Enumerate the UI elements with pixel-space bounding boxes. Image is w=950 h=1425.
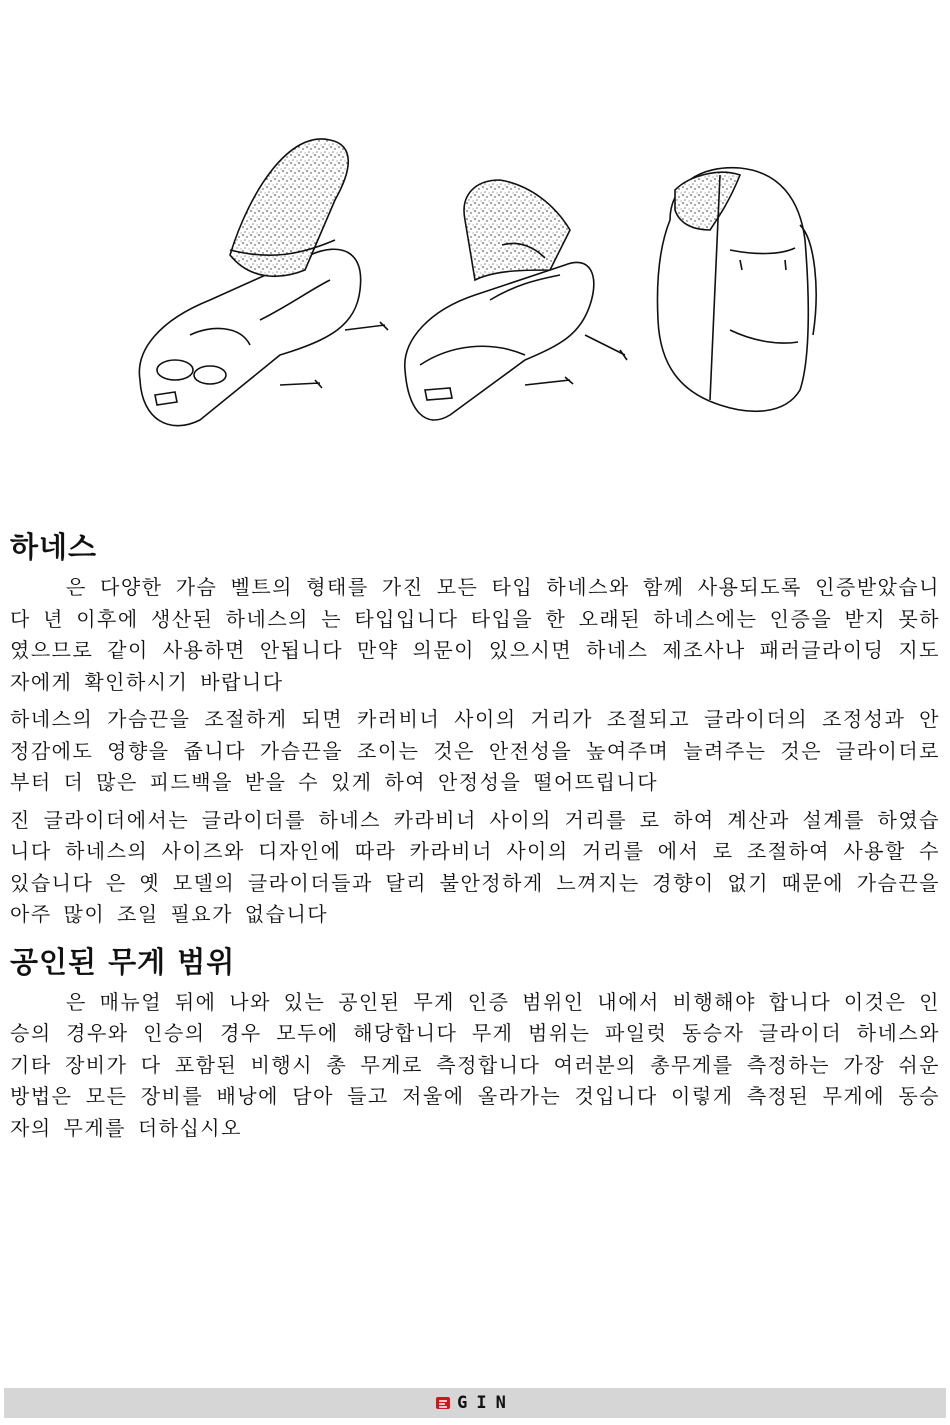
brand-name: GIN bbox=[457, 1393, 515, 1413]
harness-paragraph-3: 진 글라이더에서는 글라이더를 하네스 카라비너 사이의 거리를 로 하여 계산과 설계를 하였습니다 하네스의 사이즈와 디자인에 따라 카라비너 사이의 거리를 에서 로 조절하여 사용할 수 있습니다 은 옛 모델의 글라이더들과 달리 불안정하게 느껴지는 경향이 없기 때문에 가슴끈을 아주 많이 조일 필요가 없습니다 bbox=[10, 807, 940, 926]
rucksack-harness bbox=[658, 168, 817, 412]
page-footer bbox=[4, 1388, 946, 1418]
weight-range-heading: 공인된 무게 범위 bbox=[10, 944, 236, 979]
pod-harness-1 bbox=[139, 139, 388, 426]
harness-illustration bbox=[130, 130, 830, 440]
gin-logo-icon bbox=[435, 1395, 451, 1411]
pod-harness-2 bbox=[405, 180, 627, 420]
harness-drawings bbox=[130, 130, 830, 440]
document-body bbox=[10, 528, 940, 1150]
harness-paragraph-1: 은 다양한 가슴 벨트의 형태를 가진 모든 타입 하네스와 함께 사용되도록 인증받았습니다 년 이후에 생산된 하네스의 는 타입입니다 타입을 한 오래된 하네스에는 인증을 받지 못하였으므로 같이 사용하면 안됩니다 만약 의문이 있으시면 하네스 제조사나 패러글라이딩 지도자에게 확인하시기 바랍니다 bbox=[10, 575, 940, 694]
weight-range-section bbox=[10, 943, 940, 1145]
harness-section bbox=[10, 528, 940, 931]
harness-heading: 하네스 bbox=[10, 530, 98, 564]
weight-range-paragraph-1: 은 매뉴얼 뒤에 나와 있는 공인된 무게 인증 범위인 내에서 비행해야 합니다 이것은 인승의 경우와 인승의 경우 모두에 해당합니다 무게 범위는 파일럿 동승자 글라이더 하네스와 기타 장비가 다 포함된 비행시 총 무게로 측정합니다 여러분의 총무게를 측정하는 가장 쉬운 방법은 모든 장비를 배낭에 담아 들고 저울에 올라가는 것입니다 이렇게 측정된 무게에 동승자의 무게를 더하십시오 bbox=[10, 989, 940, 1140]
harness-paragraph-2: 하네스의 가슴끈을 조절하게 되면 카러비너 사이의 거리가 조절되고 글라이더의 조정성과 안정감에도 영향을 줍니다 가슴끈을 조이는 것은 안전성을 높여주며 늘려주는 것은 글라이더로부터 더 많은 피드백을 받을 수 있게 하여 안정성을 떨어뜨립니다 bbox=[10, 707, 940, 794]
